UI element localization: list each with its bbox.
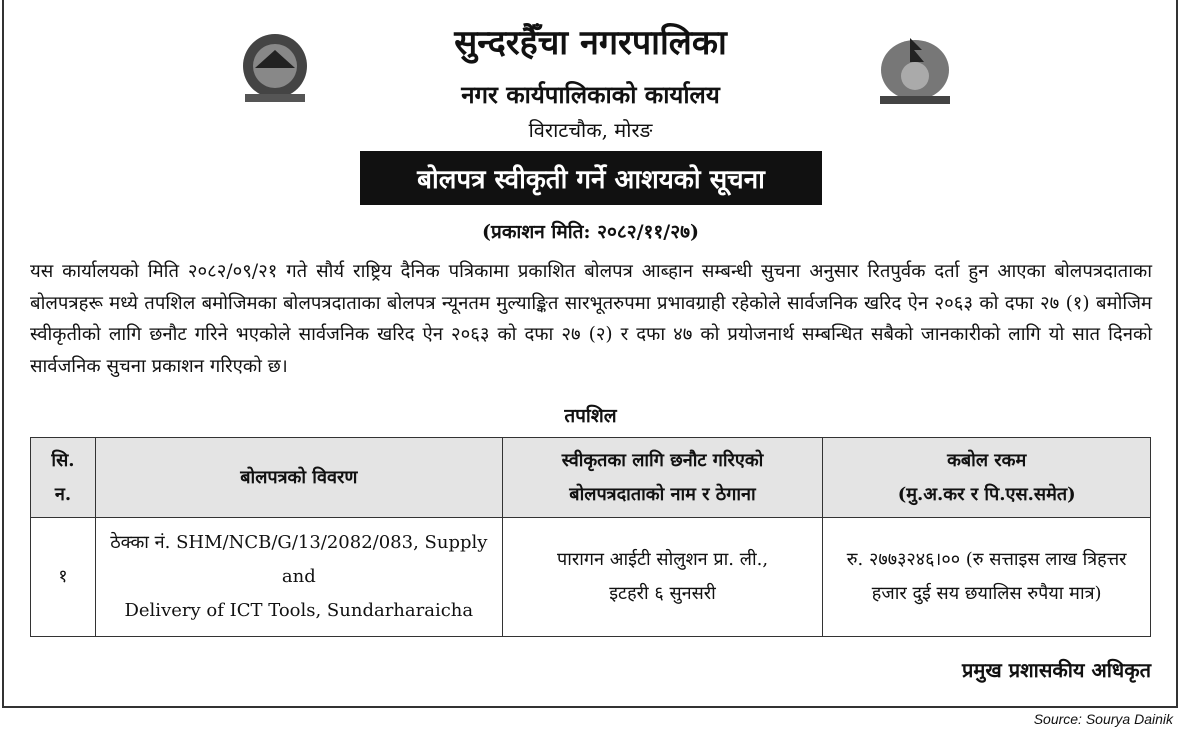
bidder-line1: पारागन आईटी सोलुशन प्रा. ली., [556, 549, 769, 570]
header-serial-line1: सि. [51, 449, 75, 471]
publication-date: (प्रकाशन मिति: २०८२/११/२७) [482, 221, 699, 243]
header-amount-line1: कबोल रकम [947, 449, 1027, 471]
details-heading: तपशिल [564, 405, 617, 427]
header-bidder-line2: बोलपत्रदाताको नाम र ठेगाना [569, 483, 756, 505]
cell-amount [823, 518, 1151, 637]
municipality-name: सुन्दरहैँचा नगरपालिका [454, 23, 727, 63]
cell-description [95, 518, 502, 637]
description-line2: Delivery of ICT Tools, Sundarharaicha [124, 600, 474, 621]
amount-line2: हजार दुई सय छयालिस रुपैया मात्र) [871, 583, 1102, 604]
signatory-title: प्रमुख प्रशासकीय अधिकृत [962, 658, 1151, 682]
office-name: नगर कार्यपालिकाको कार्यालय [461, 80, 720, 109]
source-credit: Source: Sourya Dainik [1033, 711, 1173, 727]
bid-table [30, 437, 1151, 637]
header-bidder [502, 438, 823, 518]
table-header-row [31, 438, 1151, 518]
notice-body: यस कार्यालयको मिति २०८२/०९/२१ गते सौर्य राष्ट्रिय दैनिक पत्रिकामा प्रकाशित बोलपत्र आब्हान सम्बन्धी सुचना अनुसार रितपुर्वक दर्ता हुन आएका बोलपत्रदाताका बोलपत्रहरू मध्ये तपशिल बमोजिमका बोलपत्रदाताका बोलपत्र न्यूनतम मुल्याङ्कित सारभूतरुपमा प्रभावग्राही रहेकोले सार्वजनिक खरिद ऐन २०६३ को दफा २७ (१) बमोजिम स्वीकृतीको लागि छनौट गरिने भएकोले सार्वजनिक खरिद ऐन २०६३ को दफा २७ (२) र दफा ४७ को प्रयोजनार्थ सम्बन्धित सबैको जानकारीको लागि यो सात दिनको सार्वजनिक सुचना प्रकाशन गरिएको छ। [30, 261, 1152, 377]
notice-title: बोलपत्र स्वीकृती गर्ने आशयको सूचना [360, 151, 822, 205]
header-bidder-line1: स्वीकृतका लागि छनौट गरिएको [561, 449, 764, 471]
amount-line1: रु. २७७३२४६।०० (रु सत्ताइस लाख त्रिहत्तर [846, 549, 1127, 570]
header-serial [31, 438, 96, 518]
header-amount [823, 438, 1151, 518]
cell-bidder [502, 518, 823, 637]
bidder-line2: इटहरी ६ सुनसरी [609, 583, 716, 604]
description-line1: ठेक्का नं. SHM/NCB/G/13/2082/083, Supply and [110, 532, 488, 587]
header-serial-line2: न. [54, 483, 72, 505]
office-address: विराटचौक, मोरङ [528, 118, 653, 142]
header-description: बोलपत्रको विवरण [95, 438, 502, 518]
header-amount-line2: (मु.अ.कर र पि.एस.समेत) [897, 483, 1076, 505]
cell-serial: १ [31, 518, 96, 637]
table-row [31, 518, 1151, 637]
